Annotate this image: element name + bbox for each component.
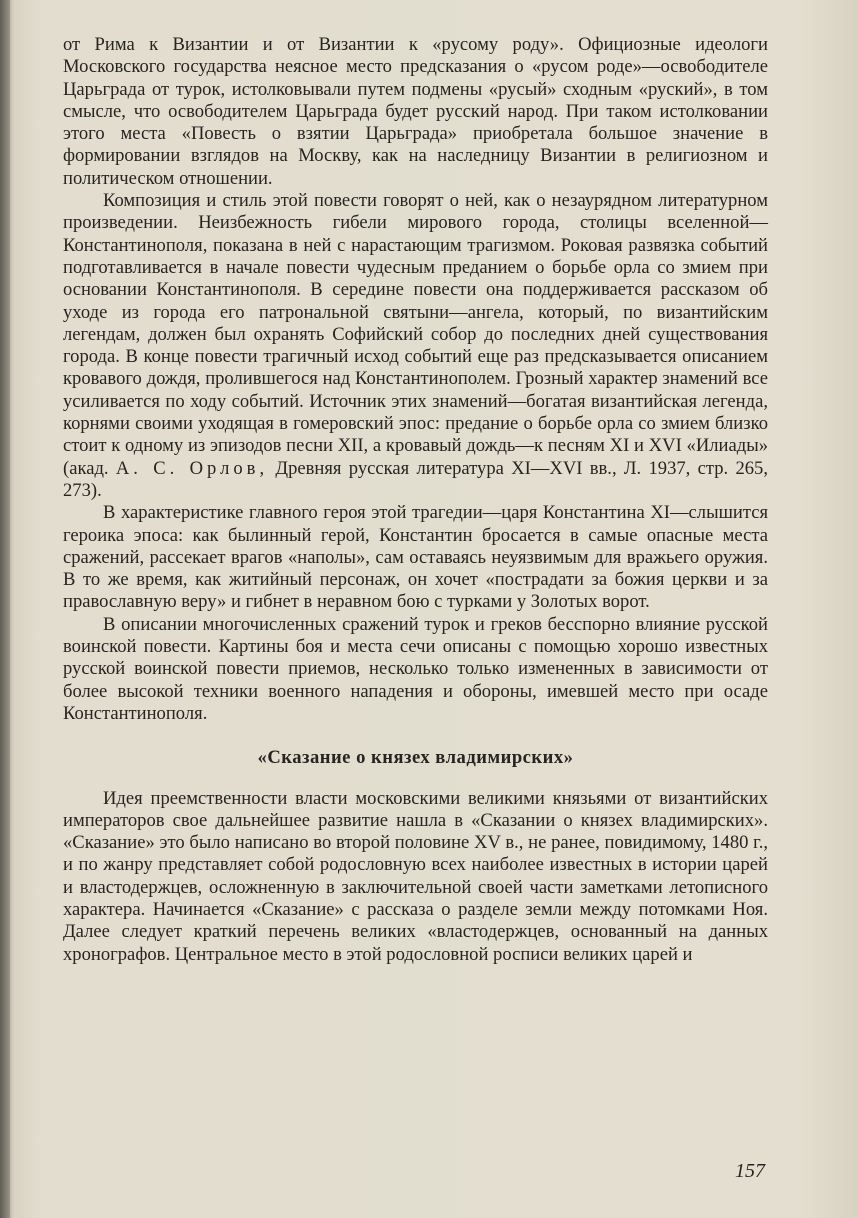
body-text xyxy=(63,34,768,966)
section-heading: «Сказание о князех владимирских» xyxy=(257,747,574,769)
paragraph-2-author: А. С. Орлов, xyxy=(115,457,269,479)
paragraph-2 xyxy=(63,190,768,502)
paragraph-2-text: Композиция и стиль этой повести говорят о ней, как о незаурядном литературном произведении. Неизбежность гибели мирового города, столицы вселенной—Константинополя, показана в ней с нарастающим трагизмом. Роковая развязка событий подготавливается в начале повести чудесным преданием о борьбе орла со змием при основании Константинополя. В середине повести она поддерживается рассказом об уходе из города его патрональной святыни—ангела, который, по византийским легендам, должен был охранять Софийский собор до последних дней существования города. В конце повести трагичный исход событий еще раз предсказывается описанием кровавого дождя, пролившегося над Константинополем. Грозный характер знамений все усиливается по ходу событий. Источник этих знамений—богатая византийская легенда, корнями своими уходящая в гомеровский эпос: предание о борьбе орла со змием близко стоит к одному из эпизодов песни XII, а кровавый дождь—к песням XI и XVI «Илиады» (акад. xyxy=(63,190,768,479)
paragraph-1: от Рима к Византии и от Византии к «русому роду». Официозные идеологи Московского государства неясное место предсказания о «русом роде»—освободителе Царьграда от турок, истолковывали путем подмены «русый» сходным «руский», в том смысле, что освободителем Царьграда будет русский народ. При таком истолковании этого места «Повесть о взятии Царьграда» приобретала большое значение в формировании взглядов на Москву, как на наследницу Византии в религиозном и политическом отношении. xyxy=(63,34,768,189)
paragraph-5: Идея преемственности власти московскими великими князьями от византийских императоров свое дальнейшее развитие нашла в «Сказании о князех владимирских». «Сказание» это было написано во второй половине XV в., не ранее, повидимому, 1480 г., и по жанру представляет собой родословную всех наиболее известных в истории царей и властодержцев, осложненную в заключительной своей части заметками летописного характера. Начинается «Сказание» с рассказа о разделе земли между потомками Ноя. Далее следует краткий перечень великих «властодержцев, основанный на данных хронографов. Центральное место в этой родословной росписи великих царей и xyxy=(63,787,768,965)
paragraph-2-tail: Древняя русская литература XI—XVI вв., Л. 1937, стр. 265, 273). xyxy=(63,457,768,501)
paragraph-4: В описании многочисленных сражений турок и греков бесспорно влияние русской воинской повести. Картины боя и места сечи описаны с помощью хорошо известных русской воинской повести приемов, несколько только измененных в зависимости от более высокой техники военного нападения и обороны, имевшей место при осаде Константинополя. xyxy=(63,613,768,724)
page-number: 157 xyxy=(735,1160,765,1182)
paragraph-3: В характеристике главного героя этой трагедии—царя Константина XI—слышится героика эпоса: как былинный герой, Константин бросается в самые опасные места сражений, рассекает врагов «наполы», сам оставаясь неуязвимым для вражьего оружия. В то же время, как житийный персонаж, он хочет «пострадати за божия церкви и за православную веру» и гибнет в неравном бою с турками у Золотых ворот. xyxy=(63,502,768,613)
page-spine-shadow xyxy=(0,0,10,1218)
